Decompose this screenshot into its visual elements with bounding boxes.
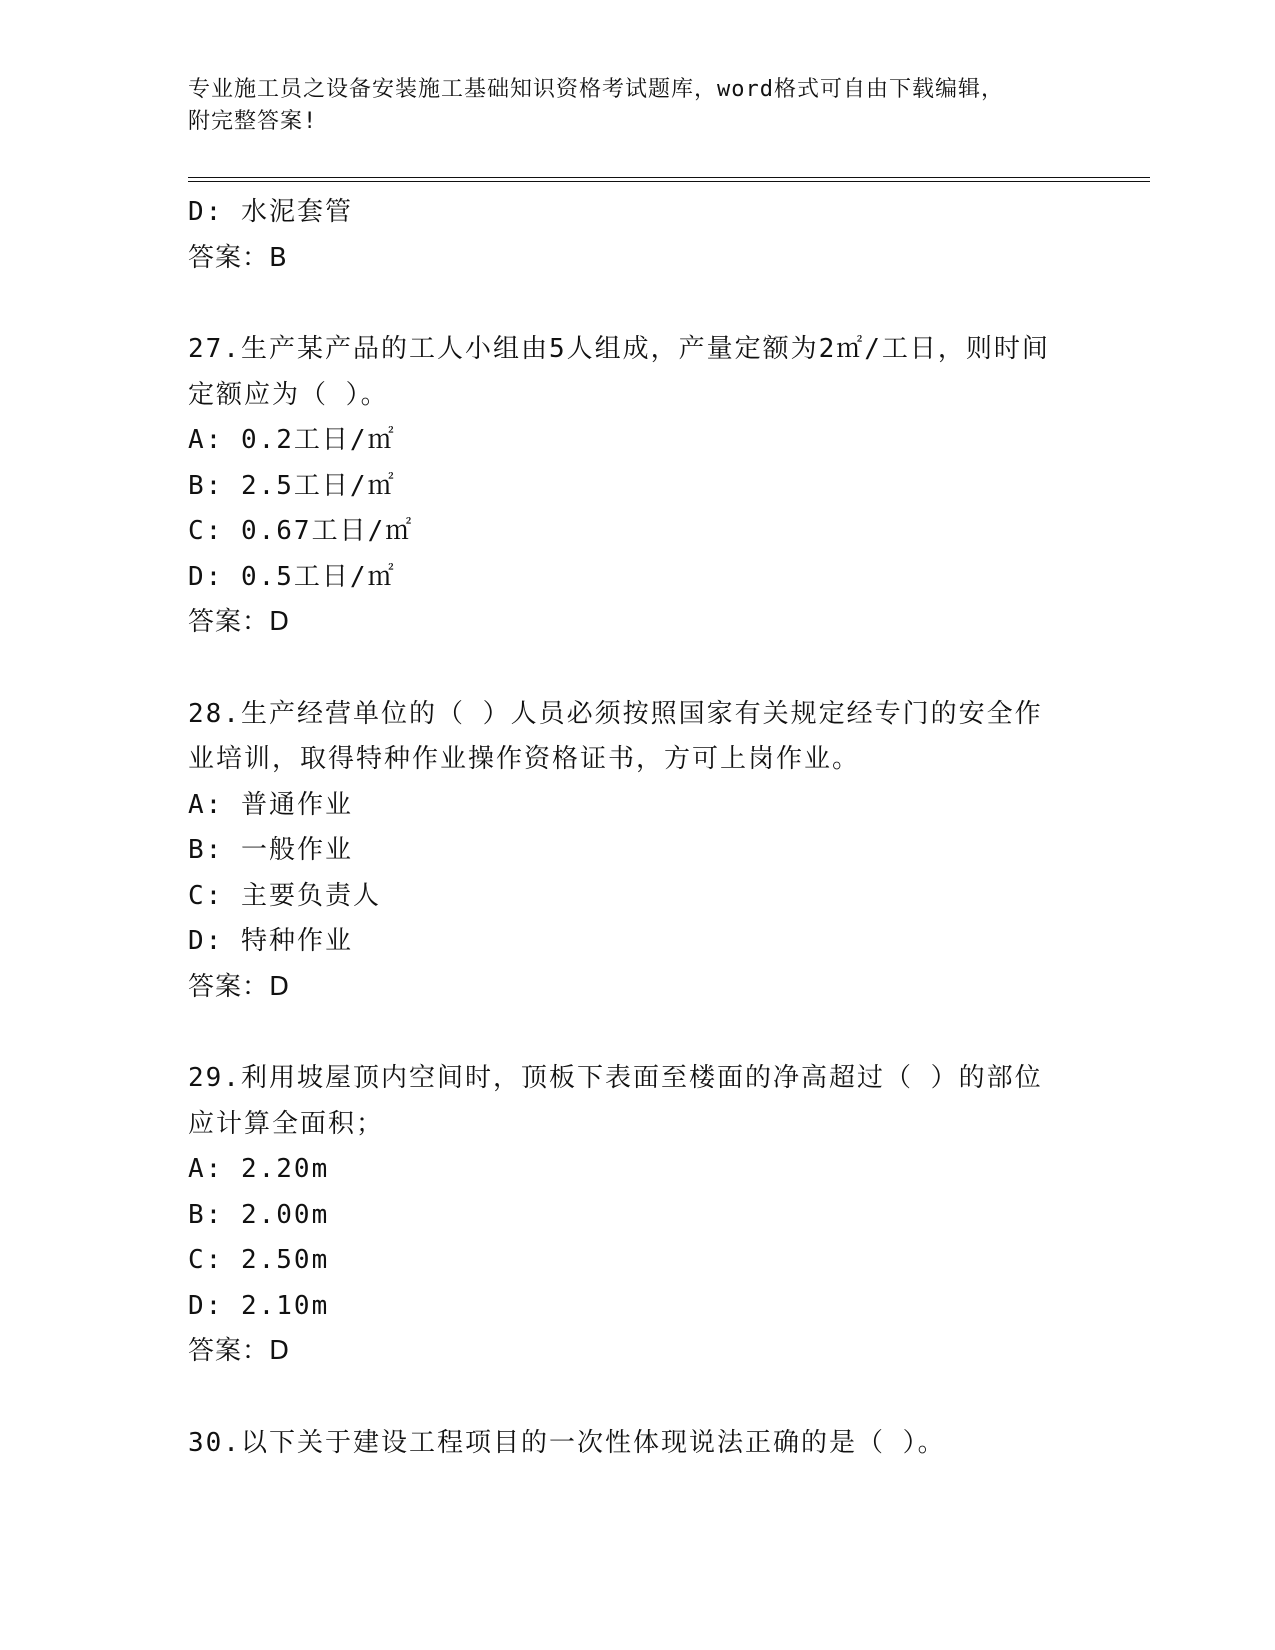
question-stem: 28.生产经营单位的（ ）人员必须按照国家有关规定经专门的安全作 (188, 698, 1043, 729)
question-30 (188, 1421, 1088, 1467)
spacer (188, 1375, 1088, 1421)
question-stem: 30.以下关于建设工程项目的一次性体现说法正确的是（ ）。 (188, 1427, 946, 1458)
spacer (188, 281, 1088, 327)
header-divider-top (188, 177, 1150, 178)
question-stem: 定额应为（ ）。 (188, 379, 389, 410)
header-title-line1: 专业施工员之设备安装施工基础知识资格考试题库，word格式可自由下载编辑， (188, 77, 1004, 102)
option-a: A: 普通作业 (188, 789, 353, 820)
option-d: D: 水泥套管 (188, 197, 353, 227)
option-c: C: 2.50m (188, 1245, 330, 1275)
question-list (188, 190, 1088, 1466)
question-26-tail (188, 190, 1088, 281)
question-29 (188, 1056, 1088, 1375)
header-divider-bottom (188, 181, 1150, 182)
header-title-line2: 附完整答案! (188, 109, 318, 134)
option-c: C: 0.67工日/㎡ (188, 516, 414, 546)
question-stem: 29.利用坡屋顶内空间时，顶板下表面至楼面的净高超过（ ）的部位 (188, 1063, 1043, 1093)
option-b: B: 一般作业 (188, 835, 353, 865)
option-b: B: 2.00m (188, 1199, 330, 1230)
question-stem: 业培训，取得特种作业操作资格证书，方可上岗作业。 (188, 744, 861, 774)
option-c: C: 主要负责人 (188, 880, 381, 911)
option-a: A: 0.2工日/㎡ (188, 425, 396, 455)
option-d: D: 特种作业 (188, 926, 353, 956)
option-b: B: 2.5工日/㎡ (188, 470, 396, 501)
option-a: A: 2.20m (188, 1154, 330, 1184)
question-28 (188, 692, 1088, 1011)
question-stem: 27.生产某产品的工人小组由5人组成，产量定额为2㎡/工日，则时间 (188, 334, 1050, 364)
answer: 答案：D (188, 607, 291, 637)
spacer (188, 646, 1088, 692)
spacer (188, 1010, 1088, 1056)
option-d: D: 2.10m (188, 1290, 330, 1321)
question-27 (188, 327, 1088, 646)
question-stem: 应计算全面积； (188, 1108, 385, 1139)
option-d: D: 0.5工日/㎡ (188, 561, 396, 592)
answer: 答案：B (188, 242, 288, 273)
answer: 答案：D (188, 1336, 291, 1366)
answer: 答案：D (188, 971, 291, 1002)
document-header (188, 74, 1088, 138)
